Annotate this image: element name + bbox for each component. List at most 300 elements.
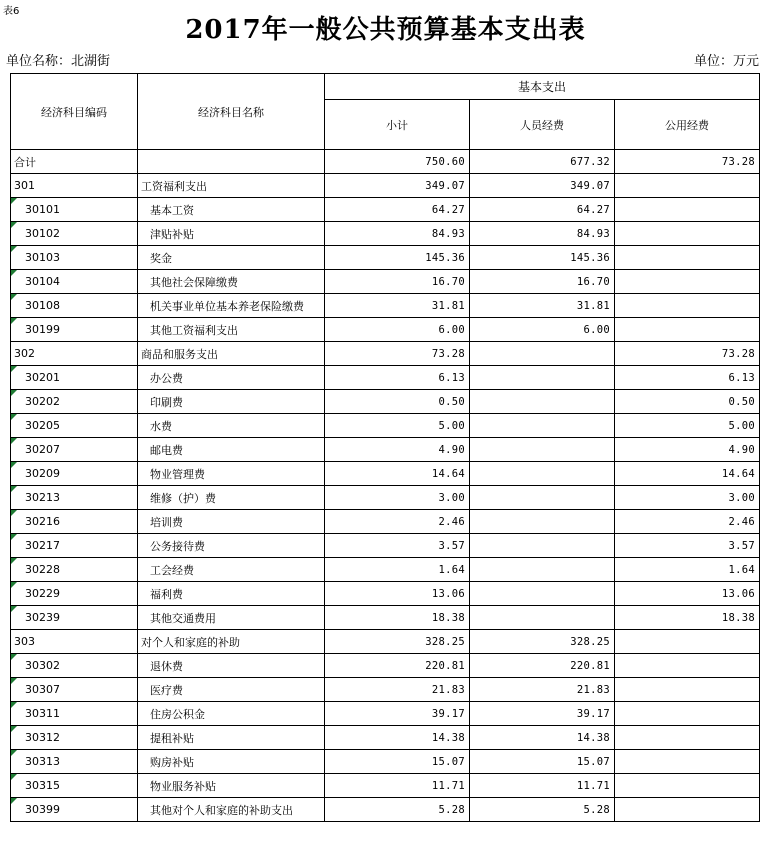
name-cell-text: 购房补贴 <box>150 755 194 769</box>
table-row <box>11 342 760 366</box>
code-cell-text: 30229 <box>25 587 60 600</box>
code-cell-text: 30102 <box>25 227 60 240</box>
public-cell <box>615 726 760 750</box>
personnel-cell-text: 145.36 <box>570 251 610 264</box>
personnel-cell <box>470 198 615 222</box>
personnel-cell-text: 11.71 <box>576 779 610 792</box>
personnel-cell <box>470 582 615 606</box>
personnel-cell-text: 220.81 <box>570 659 610 672</box>
personnel-cell <box>470 534 615 558</box>
name-cell <box>138 174 325 198</box>
subtotal-cell <box>325 750 470 774</box>
currency-unit: 单位：万元 <box>693 54 759 69</box>
code-cell <box>11 558 138 582</box>
table-row <box>11 150 760 174</box>
error-flag-icon <box>11 582 17 588</box>
personnel-cell <box>470 726 615 750</box>
subtotal-cell-text: 1.64 <box>438 563 465 576</box>
table-row <box>11 606 760 630</box>
personnel-cell <box>470 558 615 582</box>
public-cell <box>615 702 760 726</box>
subtotal-cell <box>325 222 470 246</box>
name-cell <box>138 270 325 294</box>
name-cell <box>138 582 325 606</box>
public-cell <box>615 414 760 438</box>
name-cell <box>138 774 325 798</box>
name-cell <box>138 390 325 414</box>
personnel-cell <box>470 222 615 246</box>
public-cell <box>615 342 760 366</box>
code-cell-text: 30315 <box>25 779 60 792</box>
personnel-cell-text: 349.07 <box>570 179 610 192</box>
header-code: 经济科目编码 <box>11 74 138 150</box>
personnel-cell <box>470 150 615 174</box>
table-row <box>11 438 760 462</box>
public-cell <box>615 246 760 270</box>
name-cell <box>138 150 325 174</box>
error-flag-icon <box>11 270 17 276</box>
table-row <box>11 558 760 582</box>
error-flag-icon <box>11 702 17 708</box>
public-cell <box>615 654 760 678</box>
code-cell-text: 30302 <box>25 659 60 672</box>
public-cell <box>615 318 760 342</box>
table-row <box>11 510 760 534</box>
name-cell <box>138 366 325 390</box>
code-cell-text: 30312 <box>25 731 60 744</box>
subtotal-cell <box>325 774 470 798</box>
subtotal-cell <box>325 246 470 270</box>
code-cell <box>11 462 138 486</box>
error-flag-icon <box>11 534 17 540</box>
public-cell-text: 4.90 <box>728 443 756 456</box>
personnel-cell-text: 677.32 <box>570 155 610 168</box>
code-cell-text: 303 <box>14 635 35 648</box>
code-cell-text: 30217 <box>25 539 60 552</box>
code-cell <box>11 414 138 438</box>
header-basic-expenditure: 基本支出 <box>325 74 760 100</box>
subtotal-cell <box>325 318 470 342</box>
personnel-cell <box>470 342 615 366</box>
subtotal-cell-text: 84.93 <box>431 227 465 240</box>
personnel-cell <box>470 750 615 774</box>
code-cell-text: 30101 <box>25 203 60 216</box>
code-cell-text: 302 <box>14 347 35 360</box>
error-flag-icon <box>11 222 17 228</box>
personnel-cell-text: 84.93 <box>576 227 610 240</box>
public-cell-text: 73.28 <box>721 347 756 360</box>
personnel-cell <box>470 510 615 534</box>
name-cell <box>138 558 325 582</box>
name-cell <box>138 342 325 366</box>
error-flag-icon <box>11 678 17 684</box>
error-flag-icon <box>11 726 17 732</box>
subtotal-cell <box>325 534 470 558</box>
subtotal-cell-text: 73.28 <box>431 347 465 360</box>
name-cell <box>138 462 325 486</box>
name-cell-text: 其他交通费用 <box>150 611 216 625</box>
code-cell <box>11 582 138 606</box>
code-cell <box>11 294 138 318</box>
error-flag-icon <box>11 486 17 492</box>
subtotal-cell <box>325 606 470 630</box>
subtotal-cell-text: 5.28 <box>438 803 465 816</box>
public-cell <box>615 774 760 798</box>
public-cell <box>615 390 760 414</box>
subtotal-cell-text: 6.00 <box>438 323 465 336</box>
table-row <box>11 750 760 774</box>
public-cell-text: 1.64 <box>728 563 756 576</box>
subtotal-cell <box>325 150 470 174</box>
code-cell <box>11 798 138 822</box>
subtotal-cell-text: 14.64 <box>431 467 465 480</box>
subtotal-cell <box>325 558 470 582</box>
public-cell <box>615 198 760 222</box>
personnel-cell <box>470 366 615 390</box>
personnel-cell-text: 328.25 <box>570 635 610 648</box>
subtotal-cell <box>325 438 470 462</box>
name-cell <box>138 702 325 726</box>
subtotal-cell-text: 220.81 <box>425 659 465 672</box>
error-flag-icon <box>11 606 17 612</box>
personnel-cell-text: 64.27 <box>576 203 610 216</box>
code-cell <box>11 390 138 414</box>
code-cell-text: 30104 <box>25 275 60 288</box>
table-row <box>11 390 760 414</box>
header-personnel: 人员经费 <box>470 100 615 150</box>
error-flag-icon <box>11 246 17 252</box>
subtotal-cell-text: 328.25 <box>425 635 465 648</box>
code-cell-text: 30207 <box>25 443 60 456</box>
personnel-cell-text: 16.70 <box>576 275 610 288</box>
subtotal-cell <box>325 702 470 726</box>
name-cell-text: 维修（护）费 <box>150 491 216 505</box>
personnel-cell-text: 14.38 <box>576 731 610 744</box>
subtotal-cell-text: 145.36 <box>425 251 465 264</box>
subtotal-cell <box>325 414 470 438</box>
subtotal-cell-text: 349.07 <box>425 179 465 192</box>
public-cell <box>615 606 760 630</box>
subtotal-cell-text: 64.27 <box>431 203 465 216</box>
personnel-cell <box>470 798 615 822</box>
name-cell <box>138 246 325 270</box>
name-cell <box>138 630 325 654</box>
name-cell-text: 津贴补贴 <box>150 227 194 241</box>
name-cell <box>138 534 325 558</box>
table-row <box>11 774 760 798</box>
table-row <box>11 534 760 558</box>
subtotal-cell-text: 4.90 <box>438 443 465 456</box>
name-cell <box>138 606 325 630</box>
name-cell-text: 公务接待费 <box>150 539 205 553</box>
table-row <box>11 654 760 678</box>
code-cell-text: 30399 <box>25 803 60 816</box>
code-cell <box>11 486 138 510</box>
error-flag-icon <box>11 438 17 444</box>
public-cell <box>615 534 760 558</box>
table-row <box>11 678 760 702</box>
subtotal-cell <box>325 582 470 606</box>
code-cell-text: 30209 <box>25 467 60 480</box>
public-cell-text: 2.46 <box>728 515 756 528</box>
table-row <box>11 414 760 438</box>
error-flag-icon <box>11 318 17 324</box>
code-cell <box>11 678 138 702</box>
personnel-cell-text: 31.81 <box>576 299 610 312</box>
code-cell-text: 30239 <box>25 611 60 624</box>
subtotal-cell-text: 18.38 <box>431 611 465 624</box>
table-row <box>11 798 760 822</box>
subtotal-cell-text: 0.50 <box>438 395 465 408</box>
name-cell-text: 奖金 <box>150 251 172 265</box>
subtotal-cell-text: 39.17 <box>431 707 465 720</box>
error-flag-icon <box>11 798 17 804</box>
name-cell-text: 物业管理费 <box>150 467 205 481</box>
personnel-cell-text: 39.17 <box>576 707 610 720</box>
budget-table <box>10 73 760 822</box>
name-cell-text: 退休费 <box>150 659 183 673</box>
error-flag-icon <box>11 750 17 756</box>
code-cell-text: 30199 <box>25 323 60 336</box>
code-cell <box>11 198 138 222</box>
code-cell <box>11 150 138 174</box>
personnel-cell <box>470 654 615 678</box>
name-cell-text: 其他工资福利支出 <box>150 323 238 337</box>
name-cell-text: 提租补贴 <box>150 731 194 745</box>
name-cell-text: 机关事业单位基本养老保险缴费 <box>150 299 304 313</box>
name-cell <box>138 294 325 318</box>
public-cell-text: 0.50 <box>728 395 756 408</box>
personnel-cell <box>470 390 615 414</box>
code-cell-text: 30213 <box>25 491 60 504</box>
name-cell <box>138 414 325 438</box>
subtotal-cell <box>325 726 470 750</box>
error-flag-icon <box>11 462 17 468</box>
name-cell-text: 水费 <box>150 419 172 433</box>
subtotal-cell-text: 31.81 <box>431 299 465 312</box>
personnel-cell-text: 15.07 <box>576 755 610 768</box>
name-cell-text: 培训费 <box>150 515 183 529</box>
name-cell-text: 福利费 <box>150 587 183 601</box>
name-cell-text: 印刷费 <box>150 395 183 409</box>
subtotal-cell-text: 6.13 <box>438 371 465 384</box>
code-cell-text: 30108 <box>25 299 60 312</box>
table-row <box>11 582 760 606</box>
error-flag-icon <box>11 558 17 564</box>
public-cell <box>615 150 760 174</box>
name-cell-text: 其他对个人和家庭的补助支出 <box>150 803 293 817</box>
subtotal-cell <box>325 486 470 510</box>
table-row <box>11 318 760 342</box>
subtotal-cell <box>325 174 470 198</box>
header-name: 经济科目名称 <box>138 74 325 150</box>
public-cell-text: 5.00 <box>728 419 756 432</box>
personnel-cell <box>470 414 615 438</box>
public-cell-text: 3.00 <box>728 491 756 504</box>
table-row <box>11 294 760 318</box>
name-cell-text: 工会经费 <box>150 563 194 577</box>
public-cell <box>615 678 760 702</box>
error-flag-icon <box>11 654 17 660</box>
public-cell-text: 73.28 <box>721 155 756 168</box>
personnel-cell <box>470 486 615 510</box>
personnel-cell <box>470 702 615 726</box>
personnel-cell <box>470 294 615 318</box>
public-cell <box>615 222 760 246</box>
table-row <box>11 222 760 246</box>
subtotal-cell-text: 15.07 <box>431 755 465 768</box>
name-cell-text: 基本工资 <box>150 203 194 217</box>
name-cell-text: 其他社会保障缴费 <box>150 275 238 289</box>
subtotal-cell-text: 16.70 <box>431 275 465 288</box>
subtotal-cell <box>325 342 470 366</box>
error-flag-icon <box>11 366 17 372</box>
name-cell-text: 对个人和家庭的补助 <box>141 635 240 649</box>
code-cell <box>11 774 138 798</box>
name-cell <box>138 318 325 342</box>
name-cell <box>138 654 325 678</box>
personnel-cell <box>470 774 615 798</box>
subtotal-cell-text: 14.38 <box>431 731 465 744</box>
public-cell-text: 14.64 <box>721 467 756 480</box>
subtotal-cell <box>325 510 470 534</box>
subtotal-cell-text: 11.71 <box>431 779 465 792</box>
code-cell-text: 30202 <box>25 395 60 408</box>
name-cell-text: 邮电费 <box>150 443 183 457</box>
code-cell-text: 30103 <box>25 251 60 264</box>
personnel-cell <box>470 174 615 198</box>
subtotal-cell <box>325 198 470 222</box>
code-cell <box>11 726 138 750</box>
subtotal-cell <box>325 270 470 294</box>
subtotal-cell-text: 3.00 <box>438 491 465 504</box>
code-cell-text: 30307 <box>25 683 60 696</box>
personnel-cell-text: 6.00 <box>583 323 610 336</box>
code-cell <box>11 438 138 462</box>
table-row <box>11 366 760 390</box>
code-cell <box>11 654 138 678</box>
personnel-cell <box>470 462 615 486</box>
name-cell <box>138 678 325 702</box>
name-cell <box>138 750 325 774</box>
name-cell-text: 物业服务补贴 <box>150 779 216 793</box>
public-cell <box>615 582 760 606</box>
code-cell <box>11 366 138 390</box>
public-cell <box>615 558 760 582</box>
name-cell <box>138 198 325 222</box>
page-title: 2017年一般公共预算基本支出表 <box>185 15 586 45</box>
public-cell <box>615 750 760 774</box>
public-cell-text: 6.13 <box>728 371 756 384</box>
unit-name: 单位名称：北湖街 <box>6 54 111 69</box>
subtotal-cell-text: 13.06 <box>431 587 465 600</box>
table-number: 表6 <box>3 6 20 17</box>
name-cell <box>138 222 325 246</box>
personnel-cell <box>470 438 615 462</box>
code-cell-text: 合计 <box>14 155 36 169</box>
table-row <box>11 462 760 486</box>
error-flag-icon <box>11 198 17 204</box>
table-row <box>11 198 760 222</box>
subtotal-cell <box>325 462 470 486</box>
error-flag-icon <box>11 414 17 420</box>
subtotal-cell-text: 5.00 <box>438 419 465 432</box>
public-cell <box>615 294 760 318</box>
table-row <box>11 702 760 726</box>
public-cell <box>615 438 760 462</box>
personnel-cell <box>470 270 615 294</box>
subtotal-cell <box>325 798 470 822</box>
table-row <box>11 270 760 294</box>
personnel-cell <box>470 678 615 702</box>
personnel-cell <box>470 606 615 630</box>
table-row <box>11 246 760 270</box>
code-cell-text: 30228 <box>25 563 60 576</box>
name-cell <box>138 798 325 822</box>
code-cell <box>11 630 138 654</box>
table-row <box>11 630 760 654</box>
subtotal-cell <box>325 678 470 702</box>
code-cell <box>11 318 138 342</box>
code-cell <box>11 174 138 198</box>
code-cell <box>11 270 138 294</box>
table-row <box>11 486 760 510</box>
public-cell <box>615 174 760 198</box>
public-cell <box>615 486 760 510</box>
table-row <box>11 726 760 750</box>
name-cell <box>138 510 325 534</box>
code-cell <box>11 222 138 246</box>
name-cell-text: 办公费 <box>150 371 183 385</box>
error-flag-icon <box>11 390 17 396</box>
code-cell-text: 301 <box>14 179 35 192</box>
code-cell-text: 30216 <box>25 515 60 528</box>
subtotal-cell-text: 21.83 <box>431 683 465 696</box>
name-cell-text: 商品和服务支出 <box>141 347 218 361</box>
code-cell <box>11 606 138 630</box>
public-cell <box>615 630 760 654</box>
name-cell <box>138 438 325 462</box>
code-cell-text: 30201 <box>25 371 60 384</box>
error-flag-icon <box>11 510 17 516</box>
subtotal-cell <box>325 630 470 654</box>
name-cell-text: 住房公积金 <box>150 707 205 721</box>
code-cell-text: 30313 <box>25 755 60 768</box>
public-cell <box>615 798 760 822</box>
public-cell-text: 18.38 <box>721 611 756 624</box>
personnel-cell-text: 21.83 <box>576 683 610 696</box>
code-cell <box>11 534 138 558</box>
subtotal-cell <box>325 366 470 390</box>
error-flag-icon <box>11 294 17 300</box>
code-cell <box>11 246 138 270</box>
subtotal-cell-text: 3.57 <box>438 539 465 552</box>
public-cell-text: 13.06 <box>721 587 756 600</box>
personnel-cell <box>470 630 615 654</box>
name-cell <box>138 486 325 510</box>
public-cell-text: 3.57 <box>728 539 756 552</box>
public-cell <box>615 462 760 486</box>
table-row <box>11 174 760 198</box>
code-cell-text: 30205 <box>25 419 60 432</box>
public-cell <box>615 366 760 390</box>
code-cell <box>11 510 138 534</box>
header-subtotal: 小计 <box>325 100 470 150</box>
personnel-cell <box>470 318 615 342</box>
header-public: 公用经费 <box>615 100 760 150</box>
subtotal-cell <box>325 654 470 678</box>
error-flag-icon <box>11 774 17 780</box>
